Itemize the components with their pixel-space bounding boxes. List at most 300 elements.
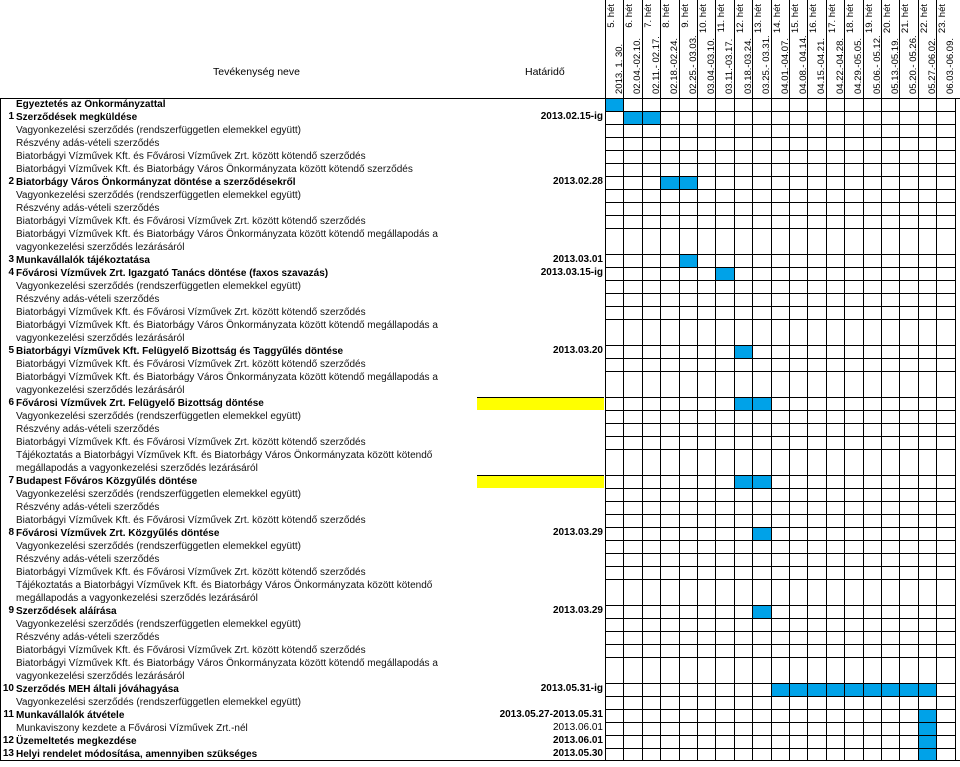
gantt-empty-cell [863, 501, 881, 514]
week-dates: 03.18.-03.24. [742, 38, 754, 94]
gantt-empty-cell [642, 436, 660, 449]
gantt-empty-cell [679, 527, 697, 540]
gantt-empty-cell [660, 98, 678, 111]
gantt-empty-cell [771, 124, 789, 137]
week-dates: 05.13.-05.19. [890, 38, 901, 94]
gantt-bar-cell [826, 683, 844, 696]
gantt-empty-cell [826, 540, 844, 553]
table-row [0, 345, 960, 358]
task-title: Biatorbágy Város Önkormányzat döntése a szerződésekről [16, 177, 296, 188]
gantt-empty-cell [679, 540, 697, 553]
gantt-empty-cell [826, 696, 844, 709]
gantt-empty-cell [642, 683, 660, 696]
task-title: Szerződések megküldése [16, 112, 138, 123]
gantt-empty-cell [660, 267, 678, 280]
gantt-empty-cell [807, 163, 825, 176]
gantt-empty-cell [715, 358, 733, 371]
gantt-empty-cell [918, 293, 936, 306]
gantt-empty-cell [899, 735, 917, 748]
gantt-empty-cell [734, 631, 752, 644]
gantt-empty-cell [936, 722, 954, 735]
gantt-empty-cell [826, 605, 844, 618]
gantt-empty-cell [771, 423, 789, 436]
gantt-empty-cell [789, 111, 807, 124]
task-deadline: 2013.02.15-ig [540, 111, 603, 122]
gantt-empty-cell [844, 150, 862, 163]
task-title: Szerződések aláírása [16, 606, 117, 617]
gantt-empty-cell [752, 189, 770, 202]
gantt-empty-cell [752, 683, 770, 696]
gantt-empty-cell [660, 423, 678, 436]
gantt-empty-cell [660, 709, 678, 722]
gantt-empty-cell [863, 358, 881, 371]
week-number: 14. hét [771, 4, 783, 34]
gantt-empty-cell [679, 514, 697, 527]
gantt-empty-cell [605, 215, 623, 228]
gantt-empty-cell [660, 345, 678, 358]
gantt-empty-cell [881, 410, 899, 423]
gantt-empty-cell [605, 345, 623, 358]
gantt-empty-cell [623, 501, 641, 514]
task-title: Fővárosi Vízművek Zrt. Igazgató Tanács döntése (faxos szavazás) [16, 268, 329, 279]
gantt-empty-cell [605, 176, 623, 189]
gantt-empty-cell [918, 501, 936, 514]
gantt-empty-cell [660, 254, 678, 267]
gantt-empty-cell [734, 436, 752, 449]
gantt-empty-cell [789, 722, 807, 735]
gantt-empty-cell [899, 111, 917, 124]
gantt-empty-cell [605, 683, 623, 696]
gantt-empty-cell [771, 371, 789, 397]
gantt-empty-cell [918, 631, 936, 644]
gantt-empty-cell [679, 696, 697, 709]
gantt-empty-cell [844, 137, 862, 150]
gantt-bar-cell [771, 683, 789, 696]
gantt-empty-cell [881, 98, 899, 111]
gantt-empty-cell [826, 293, 844, 306]
gantt-empty-cell [679, 306, 697, 319]
gantt-empty-cell [771, 722, 789, 735]
gantt-empty-cell [679, 150, 697, 163]
gantt-empty-cell [863, 553, 881, 566]
gantt-empty-cell [642, 358, 660, 371]
gantt-empty-cell [918, 163, 936, 176]
gantt-empty-cell [752, 735, 770, 748]
gantt-empty-cell [844, 540, 862, 553]
gantt-empty-cell [844, 215, 862, 228]
week-dates: 04.29.-05.05. [853, 38, 865, 94]
gantt-empty-cell [715, 631, 733, 644]
gantt-empty-cell [899, 345, 917, 358]
gantt-empty-cell [752, 228, 770, 254]
gantt-empty-cell [899, 540, 917, 553]
gantt-empty-cell [623, 137, 641, 150]
gantt-empty-cell [715, 397, 733, 410]
gantt-empty-cell [826, 722, 844, 735]
gantt-empty-cell [881, 345, 899, 358]
gantt-empty-cell [660, 683, 678, 696]
gantt-empty-cell [623, 475, 641, 488]
week-column-header [623, 0, 644, 98]
grid-right-edge [955, 722, 956, 735]
gantt-empty-cell [936, 280, 954, 293]
table-row [0, 475, 960, 488]
gantt-empty-cell [826, 137, 844, 150]
gantt-empty-cell [863, 371, 881, 397]
gantt-empty-cell [605, 709, 623, 722]
gantt-empty-cell [807, 176, 825, 189]
gantt-empty-cell [826, 397, 844, 410]
gantt-empty-cell [771, 280, 789, 293]
gantt-empty-cell [642, 176, 660, 189]
gantt-empty-cell [936, 111, 954, 124]
gantt-empty-cell [623, 540, 641, 553]
table-row [0, 540, 960, 553]
gantt-empty-cell [863, 306, 881, 319]
gantt-empty-cell [881, 163, 899, 176]
gantt-empty-cell [697, 449, 715, 475]
gantt-empty-cell [752, 306, 770, 319]
gantt-empty-cell [679, 579, 697, 605]
week-number: 20. hét [882, 4, 893, 34]
gantt-empty-cell [734, 228, 752, 254]
gantt-empty-cell [605, 605, 623, 618]
gantt-empty-cell [844, 345, 862, 358]
gantt-empty-cell [660, 735, 678, 748]
gantt-empty-cell [660, 657, 678, 683]
gantt-empty-cell [807, 202, 825, 215]
gantt-empty-cell [844, 579, 862, 605]
gantt-empty-cell [899, 644, 917, 657]
gantt-empty-cell [918, 215, 936, 228]
gantt-empty-cell [623, 150, 641, 163]
gantt-empty-cell [807, 150, 825, 163]
week-column-header [752, 0, 773, 98]
gantt-empty-cell [807, 397, 825, 410]
gantt-empty-cell [826, 150, 844, 163]
gantt-empty-cell [881, 280, 899, 293]
gantt-empty-cell [936, 189, 954, 202]
gantt-empty-cell [936, 124, 954, 137]
week-number: 10. hét [698, 4, 709, 34]
task-deadline: 2013.03.29 [552, 605, 603, 616]
week-dates: 05.20.- 05.26. [908, 35, 920, 94]
gantt-empty-cell [936, 319, 954, 345]
gantt-empty-cell [642, 657, 660, 683]
gantt-empty-cell [771, 605, 789, 618]
week-column-header [715, 0, 736, 98]
gantt-empty-cell [918, 579, 936, 605]
gantt-empty-cell [899, 579, 917, 605]
task-subitem: Vagyonkezelési szerződés (rendszerfüggetlen elemekkel együtt) [16, 411, 301, 422]
gantt-empty-cell [881, 267, 899, 280]
gantt-empty-cell [844, 566, 862, 579]
grid-right-edge [955, 280, 956, 293]
week-column-header [807, 0, 828, 98]
grid-right-edge [955, 293, 956, 306]
grid-right-edge [955, 176, 956, 189]
gantt-empty-cell [826, 488, 844, 501]
gantt-empty-cell [679, 436, 697, 449]
gantt-empty-cell [863, 449, 881, 475]
grid-right-edge [955, 605, 956, 618]
gantt-empty-cell [826, 111, 844, 124]
gantt-empty-cell [752, 631, 770, 644]
gantt-empty-cell [826, 631, 844, 644]
task-deadline: 2013.05.31-ig [540, 683, 603, 694]
gantt-empty-cell [715, 137, 733, 150]
gantt-empty-cell [605, 189, 623, 202]
week-dates: 2013. 1. 30. [614, 43, 625, 94]
gantt-empty-cell [936, 267, 954, 280]
gantt-empty-cell [771, 345, 789, 358]
grid-right-edge [955, 189, 956, 202]
grid-right-edge [955, 319, 956, 345]
task-title: Üzemeltetés megkezdése [16, 736, 137, 747]
grid-right-edge [955, 683, 956, 696]
gantt-empty-cell [789, 228, 807, 254]
gantt-empty-cell [771, 293, 789, 306]
gantt-empty-cell [881, 202, 899, 215]
gantt-empty-cell [623, 605, 641, 618]
gantt-empty-cell [623, 566, 641, 579]
gantt-empty-cell [715, 722, 733, 735]
gantt-empty-cell [642, 566, 660, 579]
task-subitem: Biatorbágyi Vízművek Kft. és Biatorbágy Város Önkormányzata között kötendő megállapodás a vagyonkezelési szerződés lezárásáról [16, 372, 438, 396]
gantt-bar-cell [752, 475, 770, 488]
gantt-empty-cell [642, 488, 660, 501]
gantt-empty-cell [789, 215, 807, 228]
gantt-empty-cell [660, 605, 678, 618]
gantt-empty-cell [807, 98, 825, 111]
gantt-empty-cell [697, 293, 715, 306]
task-subitem: Részvény adás-vételi szerződés [16, 424, 160, 435]
gantt-empty-cell [881, 605, 899, 618]
week-number: 16. hét [808, 4, 820, 34]
row-number: 1 [8, 111, 14, 122]
grid-right-edge [955, 137, 956, 150]
gantt-empty-cell [623, 735, 641, 748]
gantt-empty-cell [642, 605, 660, 618]
gantt-empty-cell [715, 163, 733, 176]
table-row [0, 189, 960, 202]
gantt-empty-cell [642, 397, 660, 410]
gantt-empty-cell [881, 371, 899, 397]
gantt-empty-cell [789, 189, 807, 202]
gantt-empty-cell [697, 371, 715, 397]
gantt-empty-cell [734, 449, 752, 475]
gantt-bar-cell [918, 683, 936, 696]
week-column-header [642, 0, 660, 98]
gantt-empty-cell [734, 176, 752, 189]
gantt-empty-cell [752, 709, 770, 722]
gantt-empty-cell [863, 397, 881, 410]
gantt-empty-cell [789, 358, 807, 371]
gantt-empty-cell [697, 735, 715, 748]
gantt-empty-cell [623, 527, 641, 540]
gantt-empty-cell [844, 293, 862, 306]
gantt-empty-cell [734, 215, 752, 228]
gantt-empty-cell [936, 735, 954, 748]
task-subitem: Biatorbágyi Vízművek Kft. és Biatorbágy Város Önkormányzata között kötendő megállapodás a vagyonkezelési szerződés lezárásáról [16, 229, 438, 253]
gantt-empty-cell [697, 709, 715, 722]
week-column-header [936, 0, 957, 98]
grid-right-edge [955, 228, 956, 254]
gantt-empty-cell [826, 501, 844, 514]
table-row [0, 514, 960, 527]
gantt-empty-cell [605, 540, 623, 553]
grid-right-edge [955, 150, 956, 163]
gantt-empty-cell [936, 553, 954, 566]
gantt-empty-cell [605, 410, 623, 423]
gantt-empty-cell [936, 657, 954, 683]
week-number: 5. hét [606, 4, 617, 28]
gantt-empty-cell [936, 540, 954, 553]
gantt-empty-cell [899, 137, 917, 150]
gantt-empty-cell [844, 696, 862, 709]
gantt-empty-cell [679, 124, 697, 137]
grid-right-edge [955, 124, 956, 137]
gantt-empty-cell [844, 280, 862, 293]
gantt-empty-cell [679, 553, 697, 566]
gantt-empty-cell [679, 98, 697, 111]
gantt-empty-cell [844, 735, 862, 748]
gantt-empty-cell [844, 254, 862, 267]
gantt-empty-cell [918, 319, 936, 345]
task-title: Budapest Főváros Közgyűlés döntése [16, 476, 198, 487]
task-subitem: Biatorbágyi Vízművek Kft. és Fővárosi Vízművek Zrt. között kötendő szerződés [16, 437, 366, 448]
gantt-empty-cell [715, 683, 733, 696]
gantt-empty-cell [899, 605, 917, 618]
gantt-empty-cell [715, 176, 733, 189]
gantt-empty-cell [697, 553, 715, 566]
gantt-empty-cell [679, 189, 697, 202]
gantt-empty-cell [660, 449, 678, 475]
gantt-empty-cell [881, 254, 899, 267]
gantt-empty-cell [771, 618, 789, 631]
gantt-empty-cell [715, 696, 733, 709]
gantt-empty-cell [807, 631, 825, 644]
gantt-empty-cell [881, 631, 899, 644]
gantt-empty-cell [936, 98, 954, 111]
gantt-empty-cell [623, 176, 641, 189]
gantt-empty-cell [771, 527, 789, 540]
gantt-empty-cell [863, 709, 881, 722]
gantt-empty-cell [918, 397, 936, 410]
gantt-empty-cell [679, 644, 697, 657]
week-number: 17. hét [826, 4, 838, 34]
gantt-empty-cell [826, 644, 844, 657]
gantt-empty-cell [789, 436, 807, 449]
gantt-empty-cell [826, 345, 844, 358]
gantt-empty-cell [605, 436, 623, 449]
gantt-empty-cell [660, 202, 678, 215]
gantt-empty-cell [679, 475, 697, 488]
deadline-highlight [477, 475, 604, 488]
gantt-empty-cell [899, 358, 917, 371]
gantt-empty-cell [605, 631, 623, 644]
table-row [0, 449, 960, 475]
gantt-empty-cell [679, 202, 697, 215]
gantt-empty-cell [697, 527, 715, 540]
gantt-empty-cell [679, 488, 697, 501]
gantt-empty-cell [789, 618, 807, 631]
gantt-empty-cell [697, 631, 715, 644]
task-subitem: Biatorbágyi Vízművek Kft. és Biatorbágy Város Önkormányzata között kötendő megállapodás a vagyonkezelési szerződés lezárásáról [16, 658, 438, 682]
gantt-empty-cell [918, 150, 936, 163]
gantt-empty-cell [697, 150, 715, 163]
gantt-empty-cell [899, 722, 917, 735]
gantt-empty-cell [789, 579, 807, 605]
gantt-empty-cell [679, 566, 697, 579]
row-number: 12 [2, 735, 14, 746]
task-subitem: Részvény adás-vételi szerződés [16, 294, 160, 305]
gantt-empty-cell [734, 98, 752, 111]
week-dates: 02.11.- 02.17. [650, 36, 662, 94]
gantt-empty-cell [826, 163, 844, 176]
gantt-empty-cell [734, 540, 752, 553]
gantt-empty-cell [623, 280, 641, 293]
week-column-header [697, 0, 715, 98]
week-number: 8. hét [661, 4, 673, 28]
gantt-empty-cell [623, 163, 641, 176]
gantt-empty-cell [605, 722, 623, 735]
gantt-empty-cell [642, 254, 660, 267]
gantt-empty-cell [881, 553, 899, 566]
gantt-empty-cell [771, 449, 789, 475]
gantt-empty-cell [899, 150, 917, 163]
gantt-empty-cell [771, 306, 789, 319]
gantt-empty-cell [642, 540, 660, 553]
gantt-empty-cell [715, 306, 733, 319]
gantt-empty-cell [771, 189, 789, 202]
task-deadline: 2013.06.01 [552, 735, 603, 746]
gantt-empty-cell [918, 176, 936, 189]
gantt-empty-cell [771, 436, 789, 449]
gantt-bar-cell [734, 397, 752, 410]
gantt-empty-cell [918, 644, 936, 657]
gantt-empty-cell [642, 150, 660, 163]
gantt-empty-cell [918, 566, 936, 579]
gantt-empty-cell [826, 176, 844, 189]
gantt-empty-cell [623, 488, 641, 501]
gantt-empty-cell [826, 98, 844, 111]
task-subitem: Biatorbágyi Vízművek Kft. és Fővárosi Vízművek Zrt. között kötendő szerződés [16, 359, 366, 370]
gantt-empty-cell [715, 215, 733, 228]
gantt-bar-cell [863, 683, 881, 696]
grid-right-edge [955, 631, 956, 644]
gantt-empty-cell [715, 488, 733, 501]
task-title: Munkavállalók átvétele [16, 710, 125, 721]
gantt-empty-cell [807, 722, 825, 735]
gantt-empty-cell [734, 111, 752, 124]
gantt-empty-cell [697, 410, 715, 423]
gantt-empty-cell [936, 254, 954, 267]
gantt-empty-cell [679, 345, 697, 358]
gantt-empty-cell [715, 98, 733, 111]
gantt-empty-cell [826, 358, 844, 371]
gantt-empty-cell [863, 527, 881, 540]
gantt-empty-cell [734, 423, 752, 436]
gantt-bar-cell [623, 111, 641, 124]
row-number: 5 [8, 345, 14, 356]
gantt-empty-cell [807, 566, 825, 579]
gantt-empty-cell [936, 345, 954, 358]
gantt-empty-cell [863, 696, 881, 709]
gantt-empty-cell [734, 358, 752, 371]
gantt-empty-cell [734, 501, 752, 514]
gantt-empty-cell [734, 553, 752, 566]
